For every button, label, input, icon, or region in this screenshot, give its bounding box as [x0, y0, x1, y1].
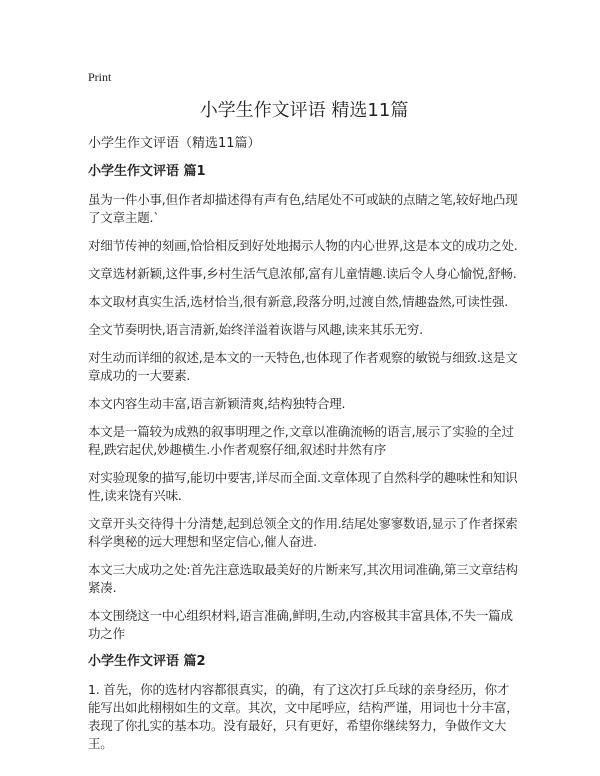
paragraph: 全文节奏明快,语言清新,始终洋溢着诙谐与风趣,读来其乐无穷.: [88, 322, 423, 337]
section-heading: 小学生作文评语 篇2: [88, 654, 206, 669]
paragraph: 本文取材真实生活,选材恰当,很有新意,段落分明,过渡自然,情趣盎然,可读性强.: [88, 294, 509, 309]
paragraph: 本文是一篇较为成熟的叙事明理之作,文章以准确流畅的语言,展示了实验的全过程,跌宕起伏,妙趣横生.小作者观察仔细,叙述时井然有序: [88, 424, 514, 457]
document-page: [88, 70, 520, 763]
paragraph: 对生动而详细的叙述,是本文的一天特色,也体现了作者观察的敏锐与细致.这是文章成功的一大要素.: [88, 350, 518, 383]
document-subtitle: 小学生作文评语（精选11篇）: [88, 136, 261, 151]
paragraph: 1. 首先，你的选材内容都很真实，的确，有了这次打乒乓球的亲身经历，你才能写出如此栩栩如生的文章。其次，文中尾呼应，结构严谨，用词也十分丰富，表现了你扎实的基本功。没有最好，只有更好，希望你继续努力，争做作文大王。: [88, 682, 519, 751]
paragraph: 本文内容生动丰富,语言新颖清爽,结构独特合理.: [88, 396, 346, 411]
paragraph: 文章开头交待得十分清楚,起到总领全文的作用.结尾处寥寥数语,显示了作者探索科学奥秘的远大理想和坚定信心,催人奋进.: [88, 516, 518, 549]
paragraph: 本文围绕这一中心组织材料,语言准确,鲜明,生动,内容极其丰富具体,不失一篇成功之作: [88, 608, 513, 641]
page-title: 小学生作文评语 精选11篇: [199, 100, 409, 121]
paragraph: 文章选材新颖,这件事,乡村生活气息浓郁,富有儿童情趣.读后令人身心愉悦,舒畅.: [88, 266, 517, 281]
paragraph: 本文三大成功之处:首先注意选取最美好的片断来写,其次用词准确,第三文章结构紧凑.: [88, 562, 518, 595]
section-heading: 小学生作文评语 篇1: [88, 164, 206, 179]
paragraph: 对细节传神的刻画,恰恰相反到好处地揭示人物的内心世界,这是本文的成功之处.: [88, 238, 518, 253]
paragraph: 对实验现象的描写,能切中要害,详尽而全面.文章体现了自然科学的趣味性和知识性,读来饶有兴味.: [88, 470, 518, 503]
print-link[interactable]: Print: [88, 70, 112, 84]
paragraph: 虽为一件小事,但作者却描述得有声有色,结尾处不可或缺的点睛之笔,较好地凸现了文章主题.`: [88, 192, 518, 225]
